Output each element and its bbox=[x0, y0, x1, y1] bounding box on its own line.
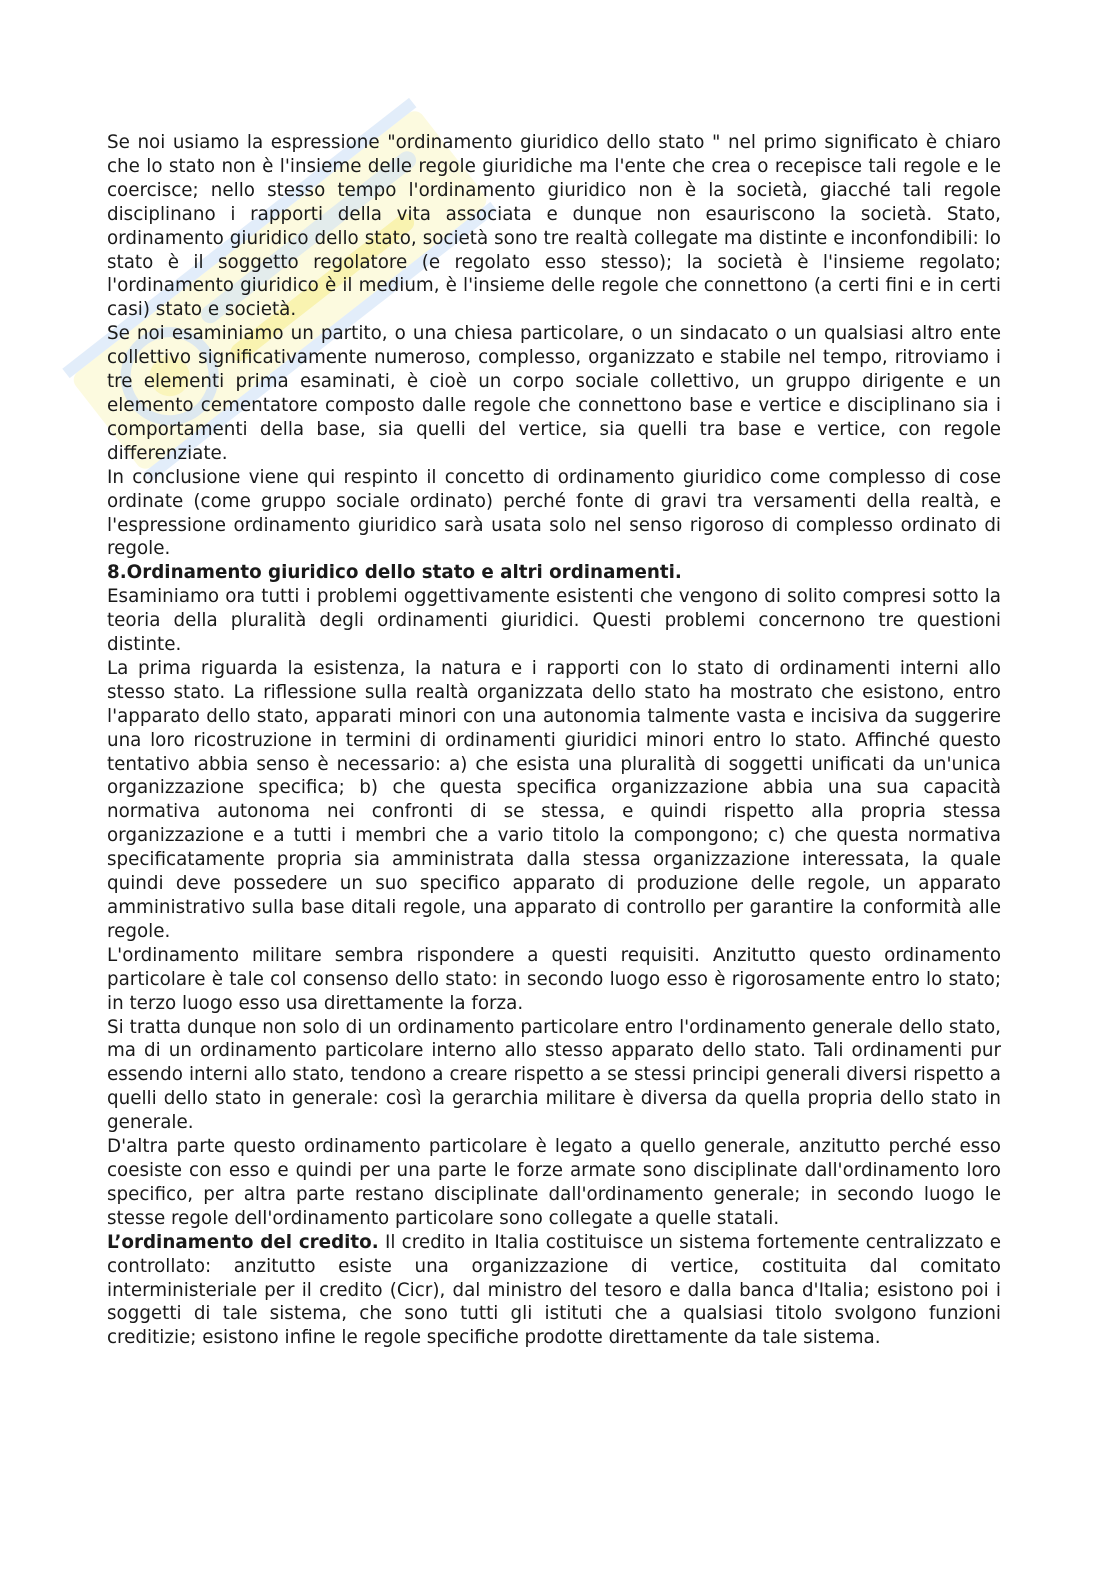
document-body bbox=[107, 131, 1001, 1350]
paragraph-credit bbox=[107, 1231, 1001, 1351]
credit-title: L’ordinamento del credito. bbox=[107, 1231, 379, 1253]
paragraph-military-order: L'ordinamento militare sembra rispondere a questi requisiti. Anzitutto questo ordinamento particolare è tale col consenso dello stato: in secondo luogo esso è rigorosamente entro lo stato; in terzo luogo esso usa direttamente la forza. bbox=[107, 944, 1001, 1014]
paragraph-plurality: Esaminiamo ora tutti i problemi oggettivamente esistenti che vengono di solito compresi sotto la teoria della pluralità degli ordinamenti giuridici. Questi problemi concernono tre questioni distinte. bbox=[107, 586, 1001, 656]
paragraph-state-society: Se noi usiamo la espressione "ordinamento giuridico dello stato " nel primo significato è chiaro che lo stato non è l'insieme delle regole giuridiche ma l'ente che crea o recepisce tali regole e le coercisce; nello stesso tempo l'ordinamento giuridico non è la società, giacché tali regole disciplinano i rapporti della vita associata e dunque non esauriscono la società. Stato, ordinamento giuridico dello stato, società sono tre realtà collegate ma distinte e inconfondibili: lo stato è il soggetto regolatore (e regolato esso stesso); la società è l'insieme regolato; l'ordinamento giuridico è il medium, è l'insieme delle regole che connettono (a certi fini e in certi casi) stato e società. bbox=[107, 132, 1001, 321]
paragraph-collective-bodies: Se noi esaminiamo un partito, o una chiesa particolare, o un sindacato o un qualsiasi altro ente collettivo significativamente numeroso, complesso, organizzato e stabile nel tempo, ritroviamo i tre elementi prima esaminati, è cioè un corpo sociale collettivo, un gruppo dirigente e un elemento cementatore composto dalle regole che connettono base e vertice e disciplinano sia i comportamenti della base, sia quelli del vertice, sia quelli tra base e vertice, con regole differenziate. bbox=[107, 323, 1001, 464]
paragraph-particular-order: Si tratta dunque non solo di un ordinamento particolare entro l'ordinamento generale dello stato, ma di un ordinamento particolare interno allo stesso apparato dello stato. Tali ordinamenti pur essendo interni allo stato, tendono a creare rispetto a se stessi principi generali diversi rispetto a quelli dello stato in generale: così la gerarchia militare è diversa da quella propria dello stato in generale. bbox=[107, 1016, 1001, 1134]
credit-body: Il credito in Italia costituisce un sistema fortemente centralizzato e controllato: anzitutto esiste una organizzazione di vertice, costituita dal comitato interministeriale per il credito (Cicr), dal ministro del tesoro e dalla banca d'Italia; esistono poi i soggetti di tale sistema, che sono tutti gli istituti che a qualsiasi titolo svolgono funzioni creditizie; esistono infine le regole specifiche prodotte direttamente da tale sistema. bbox=[107, 1231, 1001, 1349]
section-heading: 8.Ordinamento giuridico dello stato e altri ordinamenti. bbox=[107, 562, 682, 584]
paragraph-conclusion: In conclusione viene qui respinto il concetto di ordinamento giuridico come complesso di cose ordinate (come gruppo sociale ordinato) perché fonte di gravi tra versamenti della realtà, e l'espressione ordinamento giuridico sarà usata solo nel senso rigoroso di complesso ordinato di regole. bbox=[107, 466, 1001, 560]
paragraph-general-link: D'altra parte questo ordinamento particolare è legato a quello generale, anzitutto perché esso coesiste con esso e quindi per una parte le forze armate sono disciplinate dall'ordinamento loro specifico, per altra parte restano disciplinate dall'ordinamento generale; in secondo luogo le stesse regole dell'ordinamento particolare sono collegate a quelle statali. bbox=[107, 1136, 1001, 1229]
paragraph-internal-orders: La prima riguarda la esistenza, la natura e i rapporti con lo stato di ordinamenti interni allo stesso stato. La riflessione sulla realtà organizzata dello stato ha mostrato che esistono, entro l'apparato dello stato, apparati minori con una autonomia talmente vasta e incisiva da suggerire una loro ricostruzione in termini di ordinamenti giuridici minori entro lo stato. Affinché questo tentativo abbia senso è necessario: a) che esista una pluralità di soggetti unificati da un'unica organizzazione specifica; b) che questa specifica organizzazione abbia una sua capacità normativa autonoma nei confronti di se stessa, e quindi rispetto alla propria stessa organizzazione e a tutti i membri che a vario titolo la compongono; c) che questa normativa specificatamente propria sia amministrata dalla stessa organizzazione interessata, la quale quindi deve possedere un suo specifico apparato di produzione delle regole, un apparato amministrativo sulla base ditali regole, una apparato di controllo per garantire la conformità alle regole. bbox=[107, 657, 1001, 942]
